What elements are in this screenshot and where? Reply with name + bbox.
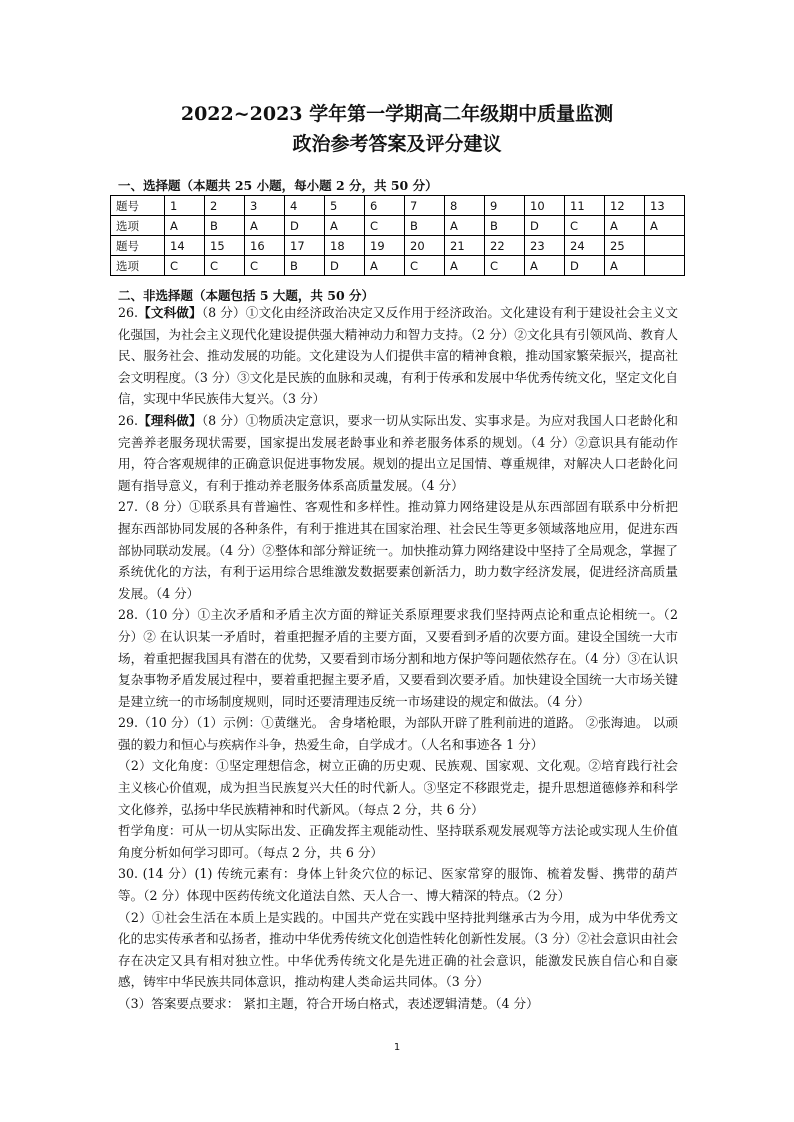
answer-table-row: [111, 216, 685, 236]
page-number: 1: [393, 1042, 401, 1053]
q26w-number: 26.: [118, 305, 139, 320]
answer-table-cell: 22: [485, 236, 525, 256]
answer-table-row-header: 选项: [111, 256, 165, 276]
answer-table-cell: 12: [605, 196, 645, 216]
q28-answer: 28.（10 分）①主次矛盾和矛盾主次方面的辩证关系原理要求我们坚持两点论和重点论相统一。（2 分）② 在认识某一矛盾时，着重把握矛盾的主要方面，又要看到矛盾的次要方面。建设全国统一大市场，着重把握我国具有潜在的优势，又要看到市场分割和地方保护等问题依然存在。（4 分）③在认识复杂事物矛盾发展过程中，要着重把握主要矛盾，又要看到次要矛盾。加快建设全国统一大市场关键是建立统一的市场制度规则，同时还要清理违反统一市场建设的规定和做法。（4 分）: [118, 607, 678, 709]
section1-heading: 一、选择题（本题共 25 小题，每小题 2 分，共 50 分）: [118, 178, 438, 193]
answer-table-cell: 8: [445, 196, 485, 216]
answer-table-cell: 23: [525, 236, 565, 256]
q26w-text: （8 分）①文化由经济政治决定又反作用于经济政治。文化建设有利于建设社会主义文化强国，为社会主义现代化建设提供强大精神动力和智力支持。（2 分）②文化具有引领风尚、教育人民、服务社会、推动发展的功能。文化建设为人们提供丰富的精神食粮，推动国家繁荣振兴，提高社会文明程度。（3 分）③文化是民族的血脉和灵魂，有利于传承和发展中华优秀传统文化，坚定文化自信，实现中华民族伟大复兴。（3 分）: [118, 305, 679, 407]
answer-table-cell: A: [165, 216, 205, 236]
answer-table-cell: [645, 236, 685, 256]
answer-table-cell: B: [285, 256, 325, 276]
answer-table-cell: [645, 256, 685, 276]
answer-table-cell: D: [325, 256, 365, 276]
answer-table-cell: 1: [165, 196, 205, 216]
q30-part1: 30. (14 分）(1) 传统元素有：身体上针灸穴位的标记、医家常穿的服饰、梳着发髻、携带的葫芦等。（2 分）体现中医药传统文化道法自然、天人合一、博大精深的特点。（2 分）: [118, 866, 678, 904]
q29-part1: 29.（10 分）（1）示例：①黄继光。 舍身堵枪眼，为部队开辟了胜利前进的道路。 ②张海迪。 以顽强的毅力和恒心与疾病作斗争，热爱生命，自学成才。（人名和事迹各 1 分）: [118, 715, 678, 752]
answer-table-cell: 20: [405, 236, 445, 256]
answer-table-cell: 24: [565, 236, 605, 256]
answer-table-cell: D: [525, 216, 565, 236]
answer-table-cell: 10: [525, 196, 565, 216]
answer-table-row-header: 题号: [111, 196, 165, 216]
q30-part2: （2）①社会生活在本质上是实践的。中国共产党在实践中坚持批判继承古为今用，成为中华优秀文化的忠实传承者和弘扬者，推动中华优秀传统文化创造性转化创新性发展。（3 分）②社会意识由社会存在决定又具有相对独立性。中华优秀传统文化是先进正确的社会意识，能激发民族自信心和自豪感，铸牢中华民族共同体意识，推动构建人类命运共同体。（3 分）: [118, 909, 678, 990]
q29-part2: （2）文化角度：①坚定理想信念，树立正确的历史观、民族观、国家观、文化观。②培育践行社会主义核心价值观，成为担当民族复兴大任的时代新人。③坚定不移跟党走，提升思想道德修养和科学文化修养，弘扬中华民族精神和时代新风。（每点 2 分，共 6 分）: [118, 758, 678, 817]
q30-part3: （3）答案要点要求： 紧扣主题，符合开场白格式，表述逻辑清楚。（4 分）: [118, 996, 539, 1011]
answer-table-row-header: 题号: [111, 236, 165, 256]
q26-science: [118, 410, 678, 496]
answer-body: [118, 302, 678, 1015]
answer-table-cell: C: [365, 216, 405, 236]
answer-table: [110, 195, 685, 276]
answer-table-cell: 7: [405, 196, 445, 216]
answer-table-cell: C: [205, 256, 245, 276]
answer-table-cell: 6: [365, 196, 405, 216]
answer-table-cell: B: [205, 216, 245, 236]
q26l-number: 26.: [118, 412, 139, 428]
answer-table-row: [111, 196, 685, 216]
answer-table-cell: A: [605, 216, 645, 236]
q27-answer: 27.（8 分）①联系具有普遍性、客观性和多样性。推动算力网络建设是从东西部固有联系中分析把握东西部协同发展的各种条件，有利于推进其在国家治理、社会民生等更多领域落地应用，促进东西部协同联动发展。（4 分）②整体和部分辩证统一。加快推动算力网络建设中坚持了全局观念，掌握了系统优化的方法，有利于运用综合思维激发数据要素创新活力，助力数字经济发展，促进经济高质量发展。（4 分）: [118, 499, 678, 601]
answer-table-cell: 4: [285, 196, 325, 216]
answer-table-row-header: 选项: [111, 216, 165, 236]
answer-table-cell: C: [565, 216, 605, 236]
answer-table-row: [111, 256, 685, 276]
answer-table-cell: C: [405, 256, 445, 276]
answer-table-cell: B: [405, 216, 445, 236]
answer-table-cell: 17: [285, 236, 325, 256]
document-title: 2022~2023 学年第一学期高二年级期中质量监测: [180, 103, 614, 125]
answer-table-cell: A: [445, 256, 485, 276]
answer-table-cell: A: [245, 216, 285, 236]
answer-table-cell: B: [485, 216, 525, 236]
answer-table-cell: A: [325, 216, 365, 236]
answer-table-cell: 14: [165, 236, 205, 256]
answer-table-cell: A: [445, 216, 485, 236]
answer-table-cell: C: [245, 256, 285, 276]
answer-table-cell: 21: [445, 236, 485, 256]
answer-table-row: [111, 236, 685, 256]
answer-table-cell: 18: [325, 236, 365, 256]
answer-table-cell: 13: [645, 196, 685, 216]
answer-table-cell: 5: [325, 196, 365, 216]
q29-part3: 哲学角度：可从一切从实际出发、正确发挥主观能动性、坚持联系观发展观等方法论或实现人生价值角度分析如何学习即可。（每点 2 分，共 6 分）: [118, 823, 678, 860]
answer-table-cell: C: [485, 256, 525, 276]
answer-table-cell: D: [285, 216, 325, 236]
answer-table-cell: 11: [565, 196, 605, 216]
answer-table-cell: A: [645, 216, 685, 236]
answer-table-cell: 25: [605, 236, 645, 256]
answer-table-cell: A: [605, 256, 645, 276]
document-subtitle: 政治参考答案及评分建议: [292, 133, 502, 155]
answer-table-cell: D: [565, 256, 605, 276]
q26-liberal-arts: [118, 302, 678, 410]
answer-table-cell: 15: [205, 236, 245, 256]
answer-table-cell: 3: [245, 196, 285, 216]
answer-table-cell: C: [165, 256, 205, 276]
answer-table-cell: 2: [205, 196, 245, 216]
answer-table-cell: 19: [365, 236, 405, 256]
answer-table-cell: A: [525, 256, 565, 276]
q26w-tag: 【文科做】: [138, 305, 202, 320]
answer-table-cell: 16: [245, 236, 285, 256]
answer-table-cell: 9: [485, 196, 525, 216]
q26l-tag: 【理科做】: [138, 412, 202, 428]
answer-table-cell: A: [365, 256, 405, 276]
q26l-text: （8 分）①物质决定意识，要求一切从实际出发、实事求是。为应对我国人口老龄化和完善养老服务现状需要，国家提出发展老龄事业和养老服务体系的规划。（4 分）②意识具有能动作用，符合客观规律的正确意识促进事物发展。规划的提出立足国情、尊重规律，对解决人口老龄化问题有指导意义，有利于推动养老服务体系高质量发展。（4 分）: [118, 412, 679, 493]
section2-heading: 二、非选择题（本题包括 5 大题，共 50 分）: [118, 288, 375, 303]
